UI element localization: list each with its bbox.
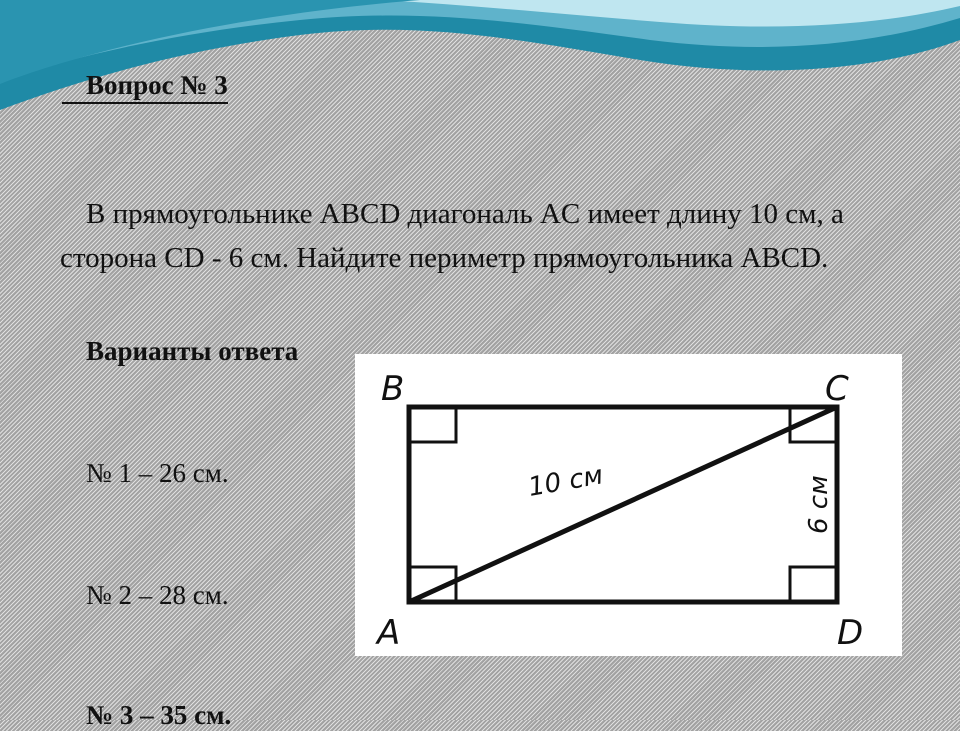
vertex-d-label: D bbox=[837, 613, 864, 653]
right-angle-b bbox=[409, 407, 456, 442]
right-angle-d bbox=[790, 567, 837, 602]
question-title: Вопрос № 3 bbox=[62, 68, 228, 104]
answer-option-1[interactable]: № 1 – 26 см. bbox=[86, 458, 229, 488]
variants-label: Варианты ответа bbox=[86, 336, 299, 366]
question-text bbox=[60, 192, 920, 280]
vertex-a-label: A bbox=[377, 613, 401, 653]
rectangle-diagram bbox=[355, 354, 902, 656]
answer-option-3[interactable]: № 3 – 35 см. bbox=[86, 700, 232, 730]
side-length-label: 6 см bbox=[804, 475, 834, 534]
vertex-c-label: C bbox=[825, 369, 849, 409]
diagonal-length-label: 10 см bbox=[526, 460, 606, 503]
answer-option-2[interactable]: № 2 – 28 см. bbox=[86, 580, 229, 610]
question-body: В прямоугольнике ABCD диагональ AC имеет длину 10 см, а сторона CD - 6 см. Найдите периметр прямоугольника ABCD. bbox=[60, 198, 844, 274]
rectangle-figure bbox=[355, 354, 902, 656]
vertex-b-label: B bbox=[381, 369, 405, 409]
diagonal-ac bbox=[409, 407, 837, 602]
